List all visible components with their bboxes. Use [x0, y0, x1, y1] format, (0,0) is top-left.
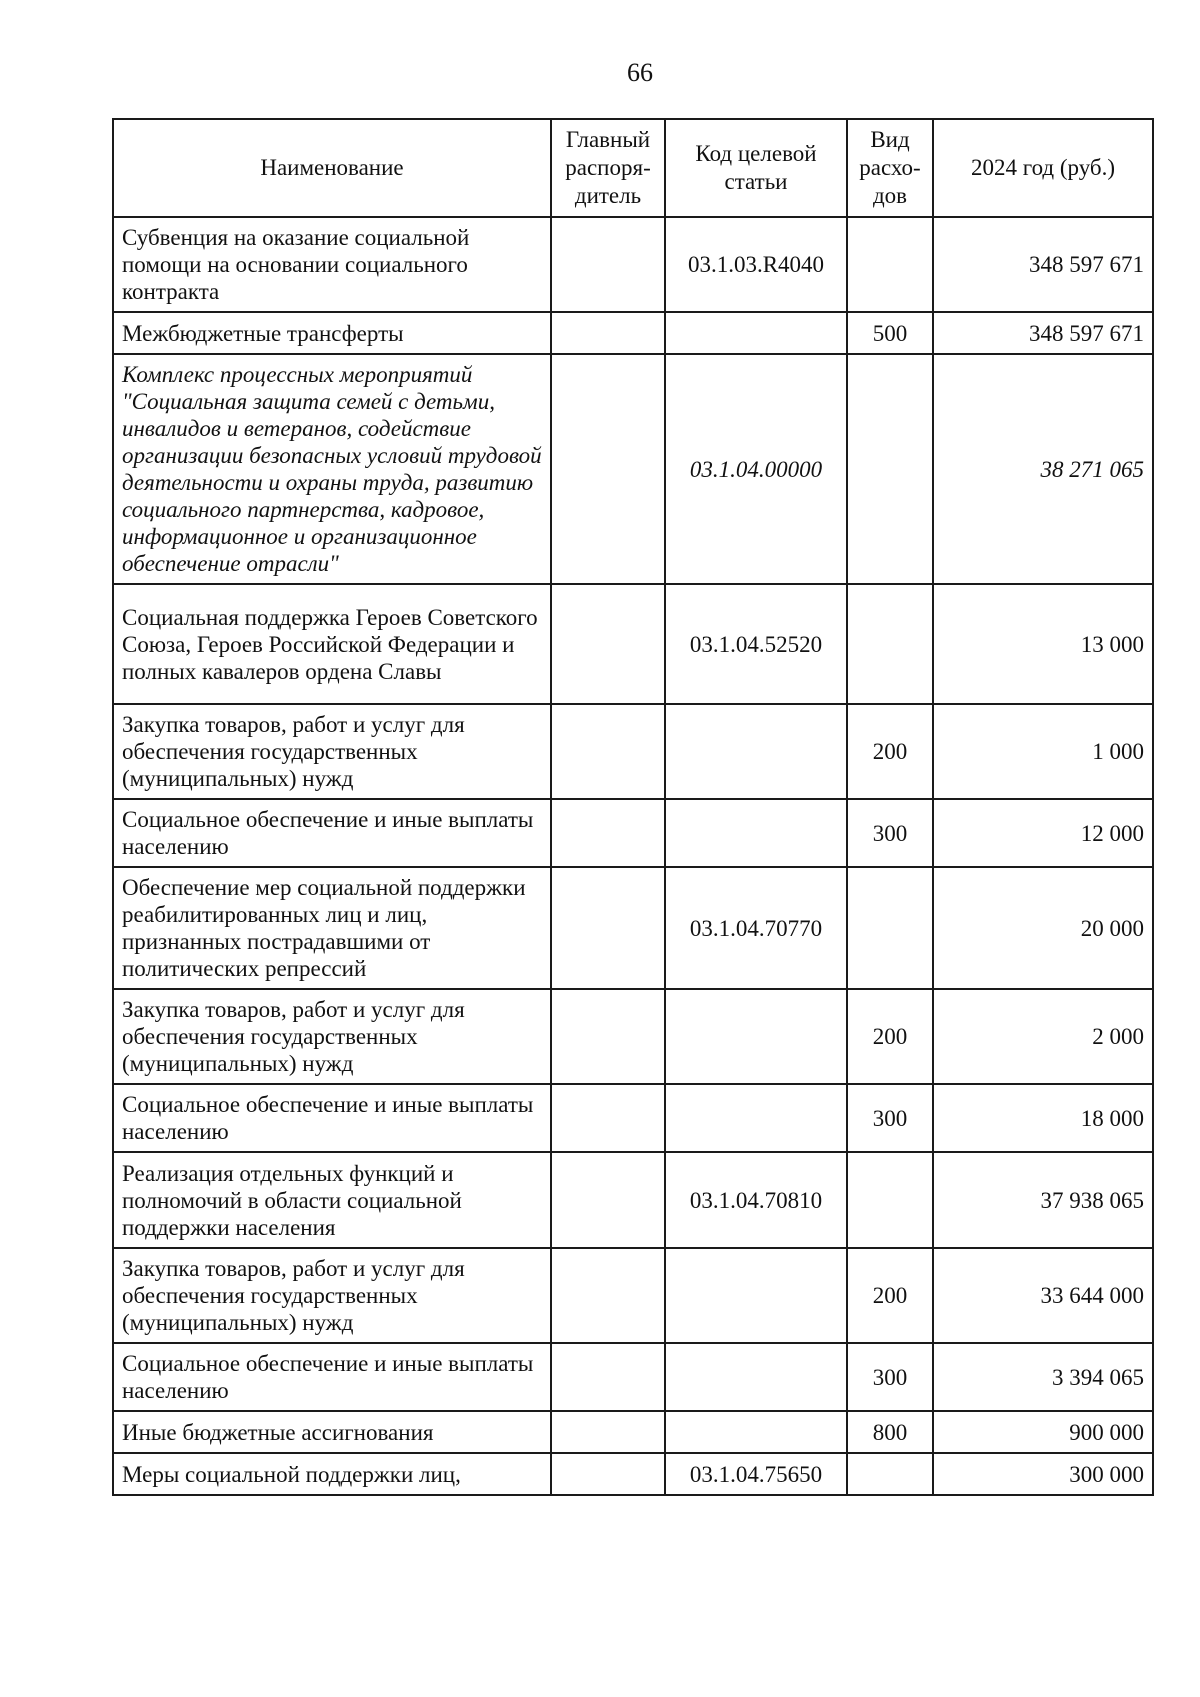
table-header-row — [113, 119, 1153, 217]
table-row — [113, 1411, 1153, 1453]
cell-code: 03.1.04.75650 — [665, 1453, 847, 1495]
cell-manager — [551, 989, 665, 1084]
table-row — [113, 584, 1153, 704]
cell-name: Иные бюджетные ассигнования — [113, 1411, 551, 1453]
header-name: Наименование — [113, 119, 551, 217]
cell-expense-type — [847, 867, 933, 989]
header-code: Код целевой статьи — [665, 119, 847, 217]
cell-code — [665, 1411, 847, 1453]
cell-expense-type: 200 — [847, 989, 933, 1084]
cell-code — [665, 1084, 847, 1152]
cell-name: Меры социальной поддержки лиц, — [113, 1453, 551, 1495]
page-number: 66 — [627, 58, 653, 87]
cell-name: Комплекс процессных мероприятий "Социальная защита семей с детьми, инвалидов и ветеранов, содействие организации безопасных условий трудовой деятельности и охраны труда, развитию социального партнерства, кадровое, информационное и организационное обеспечение отрасли" — [113, 354, 551, 584]
cell-code — [665, 1248, 847, 1343]
cell-manager — [551, 312, 665, 354]
cell-manager — [551, 1152, 665, 1248]
cell-name: Межбюджетные трансферты — [113, 312, 551, 354]
table-row — [113, 1343, 1153, 1411]
cell-expense-type: 500 — [847, 312, 933, 354]
cell-expense-type — [847, 1152, 933, 1248]
cell-amount: 13 000 — [933, 584, 1153, 704]
cell-expense-type: 300 — [847, 799, 933, 867]
cell-amount: 348 597 671 — [933, 312, 1153, 354]
table-row — [113, 799, 1153, 867]
cell-manager — [551, 704, 665, 799]
table-row — [113, 1084, 1153, 1152]
cell-amount: 300 000 — [933, 1453, 1153, 1495]
cell-code: 03.1.04.00000 — [665, 354, 847, 584]
table-row — [113, 989, 1153, 1084]
cell-name: Социальное обеспечение и иные выплаты населению — [113, 1084, 551, 1152]
cell-manager — [551, 1343, 665, 1411]
cell-amount: 20 000 — [933, 867, 1153, 989]
cell-amount: 18 000 — [933, 1084, 1153, 1152]
cell-name: Закупка товаров, работ и услуг для обеспечения государственных (муниципальных) нужд — [113, 704, 551, 799]
cell-name: Социальная поддержка Героев Советского Союза, Героев Российской Федерации и полных кавалеров ордена Славы — [113, 584, 551, 704]
cell-manager — [551, 354, 665, 584]
cell-manager — [551, 799, 665, 867]
table-body — [113, 217, 1153, 1495]
table-row — [113, 1453, 1153, 1495]
cell-amount: 1 000 — [933, 704, 1153, 799]
cell-expense-type — [847, 1453, 933, 1495]
cell-code: 03.1.04.52520 — [665, 584, 847, 704]
cell-name: Закупка товаров, работ и услуг для обеспечения государственных (муниципальных) нужд — [113, 989, 551, 1084]
table-row — [113, 1248, 1153, 1343]
cell-code — [665, 989, 847, 1084]
cell-code — [665, 704, 847, 799]
cell-code: 03.1.04.70810 — [665, 1152, 847, 1248]
cell-amount: 12 000 — [933, 799, 1153, 867]
cell-manager — [551, 1084, 665, 1152]
cell-manager — [551, 1453, 665, 1495]
cell-amount: 3 394 065 — [933, 1343, 1153, 1411]
table-row — [113, 312, 1153, 354]
cell-expense-type — [847, 354, 933, 584]
cell-name: Субвенция на оказание социальной помощи на основании социального контракта — [113, 217, 551, 312]
table-row — [113, 867, 1153, 989]
cell-amount: 38 271 065 — [933, 354, 1153, 584]
table-row — [113, 704, 1153, 799]
cell-amount: 348 597 671 — [933, 217, 1153, 312]
cell-expense-type — [847, 217, 933, 312]
header-manager: Главный распоря-дитель — [551, 119, 665, 217]
cell-manager — [551, 1248, 665, 1343]
cell-name: Реализация отдельных функций и полномочий в области социальной поддержки населения — [113, 1152, 551, 1248]
cell-manager — [551, 584, 665, 704]
table-row — [113, 354, 1153, 584]
cell-code: 03.1.04.70770 — [665, 867, 847, 989]
cell-expense-type: 800 — [847, 1411, 933, 1453]
cell-code — [665, 1343, 847, 1411]
cell-expense-type — [847, 584, 933, 704]
cell-amount: 37 938 065 — [933, 1152, 1153, 1248]
cell-manager — [551, 867, 665, 989]
cell-amount: 900 000 — [933, 1411, 1153, 1453]
cell-manager — [551, 1411, 665, 1453]
budget-table — [112, 118, 1154, 1496]
cell-expense-type: 300 — [847, 1084, 933, 1152]
table-row — [113, 1152, 1153, 1248]
cell-code — [665, 312, 847, 354]
header-expense-type: Вид расхо-дов — [847, 119, 933, 217]
cell-manager — [551, 217, 665, 312]
cell-name: Социальное обеспечение и иные выплаты населению — [113, 1343, 551, 1411]
header-amount: 2024 год (руб.) — [933, 119, 1153, 217]
cell-amount: 2 000 — [933, 989, 1153, 1084]
cell-expense-type: 200 — [847, 704, 933, 799]
cell-name: Социальное обеспечение и иные выплаты населению — [113, 799, 551, 867]
cell-expense-type: 200 — [847, 1248, 933, 1343]
cell-name: Закупка товаров, работ и услуг для обеспечения государственных (муниципальных) нужд — [113, 1248, 551, 1343]
cell-code: 03.1.03.R4040 — [665, 217, 847, 312]
cell-amount: 33 644 000 — [933, 1248, 1153, 1343]
table-row — [113, 217, 1153, 312]
cell-name: Обеспечение мер социальной поддержки реабилитированных лиц и лиц, признанных пострадавшими от политических репрессий — [113, 867, 551, 989]
cell-expense-type: 300 — [847, 1343, 933, 1411]
cell-code — [665, 799, 847, 867]
